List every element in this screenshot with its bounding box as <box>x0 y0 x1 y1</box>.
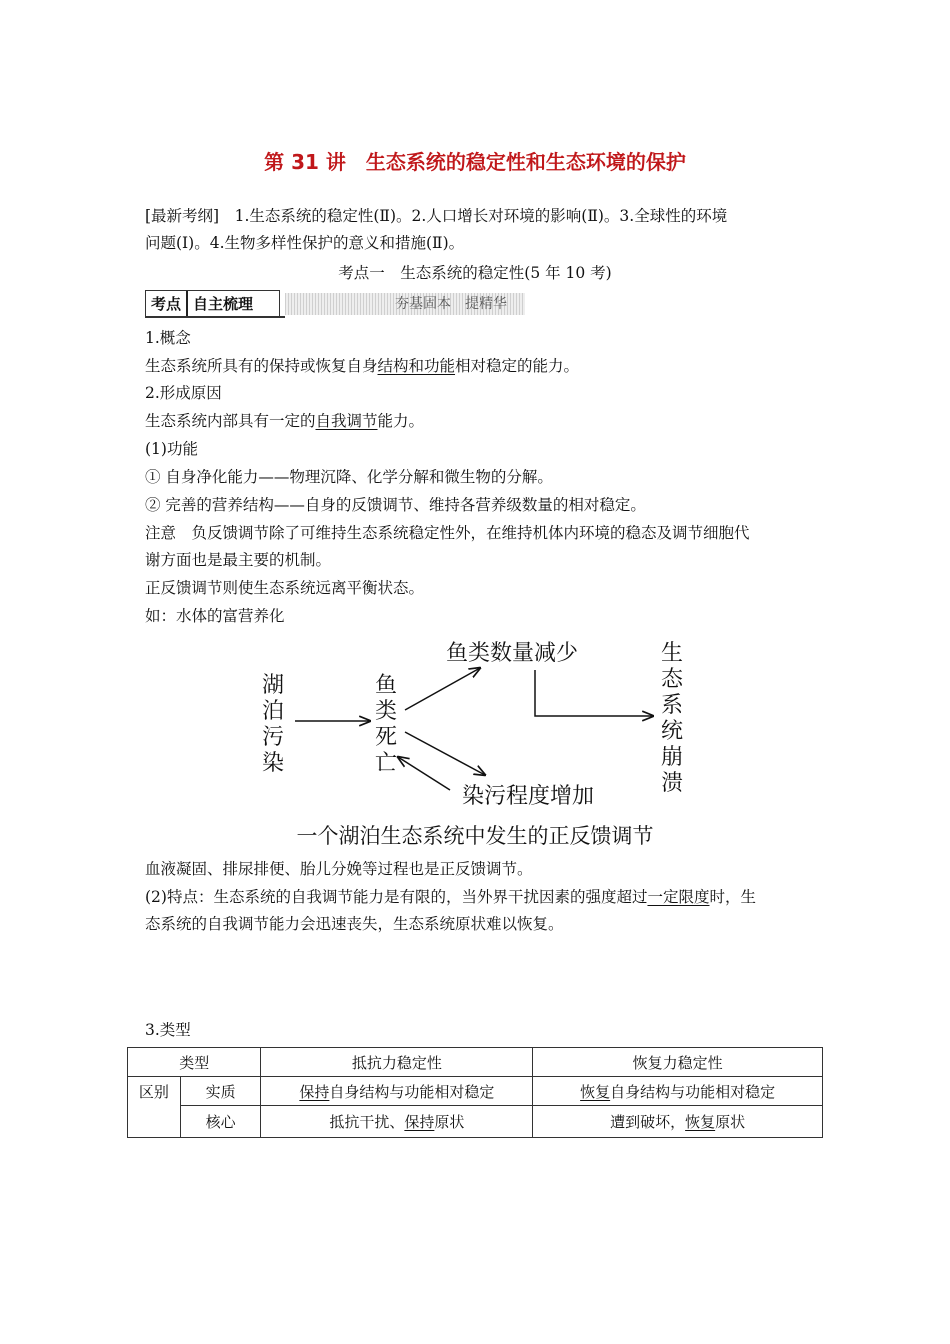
collapse-char: 溃 <box>660 771 684 796</box>
banner-left-1: 考点 <box>151 295 182 313</box>
diagram-caption: 一个湖泊生态系统中发生的正反馈调节 <box>296 824 654 848</box>
section-title: 考点一 生态系统的稳定性(5 年 10 考) <box>338 264 612 282</box>
subheading-function: (1)功能 <box>145 440 198 458</box>
arrow-death-to-decrease <box>405 668 480 710</box>
text-run: 原状 <box>434 1113 465 1131</box>
underlined-term: 一定限度 <box>647 888 710 906</box>
collapse-char: 生 <box>660 641 684 666</box>
pollution-increase-label: 染污程度增加 <box>461 784 595 809</box>
cell-resilience-core <box>533 1106 823 1138</box>
collapse-char: 态 <box>660 667 684 692</box>
text-run: 自身结构与功能相对稳定 <box>329 1082 495 1101</box>
concept-text <box>145 354 810 378</box>
banner-band: 夯基固本 提精华 <box>285 293 525 315</box>
pollution-char: 染 <box>261 751 285 776</box>
pollution-char: 湖 <box>261 673 285 698</box>
death-char: 死 <box>374 725 398 750</box>
text-run: 时，生 <box>709 888 756 906</box>
banner-rule <box>145 316 285 318</box>
heading-concept: 1.概念 <box>145 329 191 347</box>
table-row <box>128 1077 823 1106</box>
collapse-char: 系 <box>660 693 684 718</box>
outline-line-1: [最新考纲] 1.生态系统的稳定性(Ⅱ)。2.人口增长对环境的影响(Ⅱ)。3.全球性的环境 <box>145 207 728 225</box>
text-run: 抵抗干扰、 <box>329 1113 405 1131</box>
text-run: 遭到破坏， <box>610 1113 686 1131</box>
underlined-term: 恢复 <box>685 1113 716 1131</box>
note-line-1: 注意 负反馈调节除了可维持生态系统稳定性外，在维持机体内环境的稳态及调节细胞代 <box>145 524 750 542</box>
heading-types: 3.类型 <box>145 1021 191 1039</box>
underlined-term: 保持 <box>404 1113 435 1131</box>
collapse-char: 统 <box>660 719 684 744</box>
header-resilience: 恢复力稳定性 <box>533 1048 823 1077</box>
heading-cause: 2.形成原因 <box>145 384 222 402</box>
note-line-2: 谢方面也是最主要的机制。 <box>145 551 332 569</box>
table-row <box>128 1106 823 1138</box>
function-item-2: ② 完善的营养结构——自身的反馈调节、维持各营养级数量的相对稳定。 <box>145 496 646 514</box>
death-char: 鱼 <box>374 673 398 698</box>
text-run: 自身结构与功能相对稳定 <box>610 1082 776 1101</box>
banner-label <box>145 290 280 317</box>
table-row <box>128 1048 823 1077</box>
feature-line-2: 态系统的自我调节能力会迅速丧失，生态系统原状难以恢复。 <box>145 915 564 933</box>
arrow-decrease-to-collapse <box>535 670 653 716</box>
function-item-1: ① 自身净化能力——物理沉降、化学分解和微生物的分解。 <box>145 468 553 486</box>
page-title: 第 31 讲 生态系统的稳定性和生态环境的保护 <box>264 150 686 174</box>
row-group-label: 区别 <box>128 1077 181 1138</box>
fish-decrease-label: 鱼类数量减少 <box>445 641 579 666</box>
death-char: 类 <box>374 699 398 724</box>
cause-text <box>145 409 810 433</box>
pollution-char: 泊 <box>261 699 285 724</box>
underlined-term: 保持 <box>299 1082 330 1101</box>
section-banner <box>145 290 525 317</box>
banner-left-2: 自主梳理 <box>186 291 258 318</box>
feedback-diagram <box>240 630 710 860</box>
text-run: 生态系统所具有的保持或恢复自身 <box>145 357 378 375</box>
underlined-term: 结构和功能 <box>377 357 456 375</box>
cell-resistance-core <box>261 1106 533 1138</box>
feature-line-1 <box>145 885 810 909</box>
text-run: (2)特点：生态系统的自我调节能力是有限的，当外界干扰因素的强度超过 <box>145 888 648 906</box>
arrow-increase-to-death <box>398 757 450 790</box>
positive-feedback-text: 正反馈调节则使生态系统远离平衡状态。 <box>145 579 425 597</box>
header-type: 类型 <box>128 1048 261 1077</box>
death-char: 亡 <box>374 751 398 776</box>
header-resistance: 抵抗力稳定性 <box>261 1048 533 1077</box>
underlined-term: 自我调节 <box>315 412 378 430</box>
cell-resilience-essence <box>533 1077 823 1106</box>
stability-types-table <box>127 1047 823 1138</box>
cell-resistance-essence <box>261 1077 533 1106</box>
row-label-core: 核心 <box>180 1106 261 1138</box>
underlined-term: 恢复 <box>580 1082 611 1101</box>
pollution-char: 污 <box>261 725 285 750</box>
text-run: 能力。 <box>377 412 425 430</box>
row-label-essence: 实质 <box>180 1077 261 1106</box>
text-run: 生态系统内部具有一定的 <box>145 412 316 430</box>
after-diagram-text: 血液凝固、排尿排便、胎儿分娩等过程也是正反馈调节。 <box>145 860 533 878</box>
example-text: 如：水体的富营养化 <box>145 607 285 625</box>
outline-line-2: 问题(Ⅰ)。4.生物多样性保护的意义和措施(Ⅱ)。 <box>145 234 465 252</box>
collapse-char: 崩 <box>660 745 684 770</box>
text-run: 相对稳定的能力。 <box>455 357 580 375</box>
text-run: 原状 <box>715 1113 746 1131</box>
